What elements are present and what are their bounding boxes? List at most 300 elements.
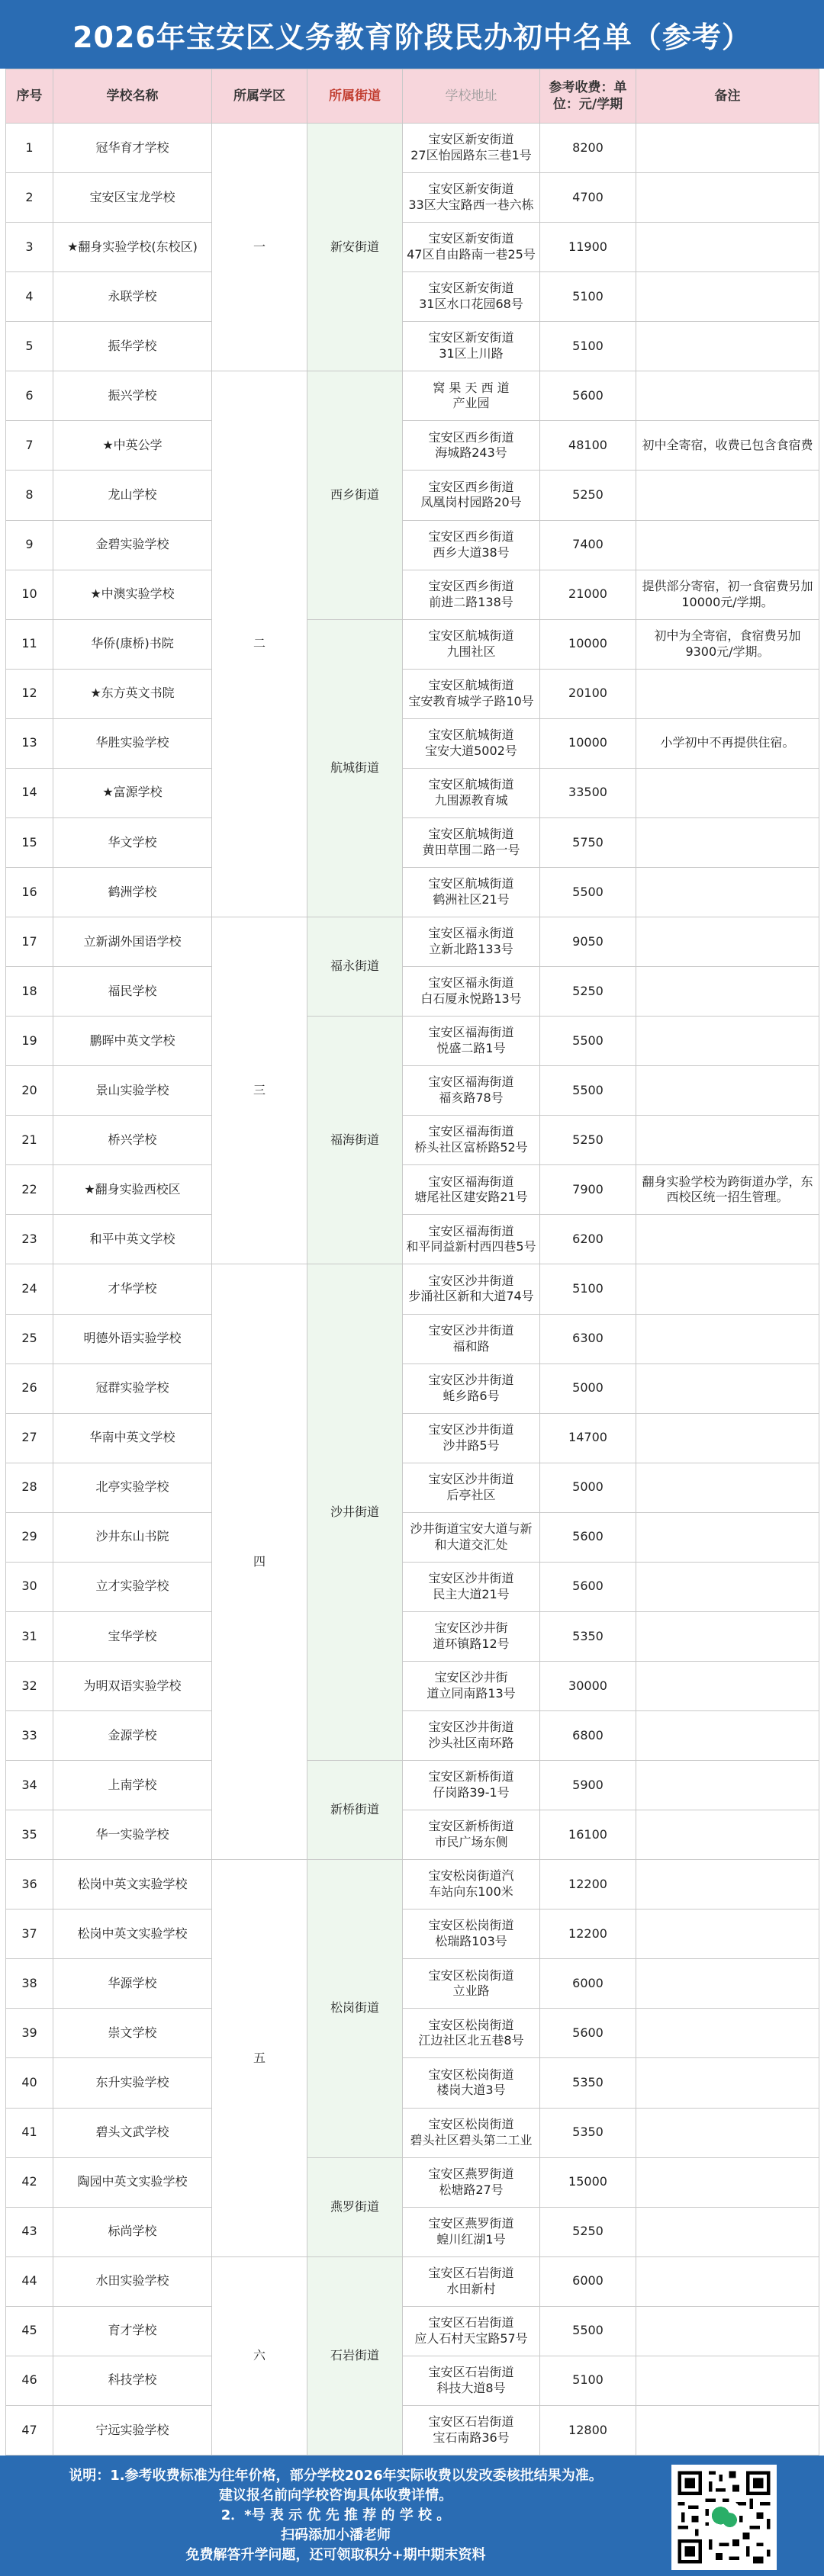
remarks [636, 322, 819, 371]
row-number: 25 [6, 1314, 53, 1363]
remarks [636, 1264, 819, 1314]
remarks: 提供部分寄宿，初一食宿费另加10000元/学期。 [636, 570, 819, 619]
table-row [6, 223, 819, 272]
table-row [6, 967, 819, 1017]
table-row [6, 1363, 819, 1413]
school-name: 鹤洲学校 [53, 867, 212, 917]
address-line-2: 和平同益新村西四巷5号 [406, 1239, 536, 1254]
remarks [636, 471, 819, 520]
school-district: 五 [212, 1860, 307, 2257]
school-name: 华胜实验学校 [53, 718, 212, 768]
address-line-1: 宝安区福永街道 [428, 975, 514, 991]
remarks [636, 1910, 819, 1959]
school-name: 和平中英文学校 [53, 1215, 212, 1264]
row-number: 45 [6, 2306, 53, 2356]
remarks [636, 1860, 819, 1910]
street-name: 燕罗街道 [307, 2157, 403, 2256]
table-row [6, 421, 819, 471]
remarks [636, 669, 819, 718]
table-row [6, 1512, 819, 1562]
row-number: 40 [6, 2058, 53, 2108]
remarks [636, 1562, 819, 1611]
table-header-row [6, 69, 819, 124]
remarks [636, 1215, 819, 1264]
school-name: 华源学校 [53, 1959, 212, 2009]
address-line-1: 宝安区松岗街道 [428, 1918, 514, 1933]
school-address [403, 1066, 540, 1116]
tuition-fee: 14700 [540, 1413, 636, 1463]
table-row [6, 669, 819, 718]
address-line-1: 宝安区西乡街道 [428, 578, 514, 593]
row-number: 1 [6, 124, 53, 173]
school-address [403, 917, 540, 967]
school-address [403, 570, 540, 619]
address-line-2: 产业园 [452, 396, 490, 411]
address-line-2: 海城路243号 [435, 445, 507, 461]
col-header-zone: 所属学区 [212, 69, 307, 124]
table-row [6, 2058, 819, 2108]
tuition-fee: 10000 [540, 619, 636, 669]
address-line-1: 宝安区航城街道 [428, 876, 514, 891]
tuition-fee: 5600 [540, 1512, 636, 1562]
school-address [403, 1413, 540, 1463]
address-line-1: 宝安区沙井街道 [428, 1372, 514, 1387]
address-line-2: 江边社区北五巷8号 [418, 2033, 524, 2048]
school-address [403, 371, 540, 421]
tuition-fee: 11900 [540, 223, 636, 272]
row-number: 37 [6, 1910, 53, 1959]
address-line-2: 立业路 [452, 1983, 490, 1999]
remarks: 翻身实验学校为跨街道办学，东西校区统一招生管理。 [636, 1165, 819, 1215]
remarks [636, 867, 819, 917]
school-name: 水田实验学校 [53, 2256, 212, 2306]
tuition-fee: 5900 [540, 1761, 636, 1810]
address-line-2: 鹤洲社区21号 [433, 891, 510, 907]
address-line-1: 宝安区松岗街道 [428, 2067, 514, 2082]
table-row [6, 2009, 819, 2058]
school-address [403, 1562, 540, 1611]
row-number: 24 [6, 1264, 53, 1314]
table-row [6, 1711, 819, 1761]
school-name: ★富源学校 [53, 768, 212, 817]
school-address [403, 2356, 540, 2405]
tuition-fee: 7400 [540, 520, 636, 570]
tuition-fee: 5100 [540, 2356, 636, 2405]
school-district: 三 [212, 917, 307, 1264]
remarks [636, 371, 819, 421]
address-line-2: 31区上川路 [439, 346, 504, 361]
address-line-2: 宝安大道5002号 [425, 743, 517, 758]
tuition-fee: 12800 [540, 2405, 636, 2455]
address-line-2: 车站向东100米 [429, 1884, 513, 1900]
address-line-2: 黄田草围二路一号 [422, 842, 520, 857]
remarks [636, 1711, 819, 1761]
school-address [403, 2256, 540, 2306]
address-line-2: 和大道交汇处 [434, 1537, 508, 1552]
school-table [5, 69, 819, 2456]
address-line-1: 宝安区松岗街道 [428, 2116, 514, 2131]
row-number: 34 [6, 1761, 53, 1810]
tuition-fee: 48100 [540, 421, 636, 471]
address-line-2: 凤凰岗村园路20号 [420, 495, 522, 510]
col-header-street: 所属街道 [307, 69, 403, 124]
tuition-fee: 21000 [540, 570, 636, 619]
address-line-1: 宝安区石岩街道 [428, 2365, 514, 2380]
footer-line-4: 扫码添加小潘老师 [281, 2527, 391, 2544]
address-line-1: 宝安松岗街道汽 [428, 1868, 514, 1884]
row-number: 16 [6, 867, 53, 917]
address-line-2: 前进二路138号 [429, 594, 513, 609]
table-row [6, 619, 819, 669]
school-address [403, 2306, 540, 2356]
remarks [636, 2058, 819, 2108]
address-line-2: 福和路 [452, 1338, 490, 1354]
remarks [636, 1017, 819, 1066]
table-row [6, 2306, 819, 2356]
school-name: 宝华学校 [53, 1611, 212, 1661]
address-line-2: 沙井路5号 [443, 1437, 500, 1453]
school-name: 上南学校 [53, 1761, 212, 1810]
table-row [6, 1959, 819, 2009]
tuition-fee: 9050 [540, 917, 636, 967]
table-row [6, 322, 819, 371]
tuition-fee: 5350 [540, 1611, 636, 1661]
table-row [6, 2256, 819, 2306]
school-name: 华侨(康桥)书院 [53, 619, 212, 669]
school-name: 振兴学校 [53, 371, 212, 421]
remarks [636, 173, 819, 223]
row-number: 35 [6, 1810, 53, 1860]
row-number: 9 [6, 520, 53, 570]
table-row [6, 2108, 819, 2157]
footer-line-2: 建议报名前向学校咨询具体收费详情。 [219, 2488, 452, 2504]
school-name: 立才实验学校 [53, 1562, 212, 1611]
school-name: 松岗中英文实验学校 [53, 1910, 212, 1959]
school-name: 东升实验学校 [53, 2058, 212, 2108]
address-line-2: 悦盛二路1号 [436, 1041, 506, 1056]
address-line-1: 宝安区福海街道 [428, 1074, 514, 1090]
school-name: ★中英公学 [53, 421, 212, 471]
table-row [6, 1611, 819, 1661]
remarks [636, 2157, 819, 2207]
address-line-2: 科技大道8号 [436, 2380, 506, 2395]
row-number: 13 [6, 718, 53, 768]
school-name: 才华学校 [53, 1264, 212, 1314]
row-number: 5 [6, 322, 53, 371]
school-name: ★翻身实验学校(东校区) [53, 223, 212, 272]
address-line-1: 宝安区石岩街道 [428, 2414, 514, 2430]
street-name: 福海街道 [307, 1017, 403, 1264]
table-row [6, 867, 819, 917]
tuition-fee: 12200 [540, 1910, 636, 1959]
address-line-1: 沙井街道宝安大道与新 [410, 1521, 533, 1536]
remarks [636, 1413, 819, 1463]
tuition-fee: 20100 [540, 669, 636, 718]
remarks: 小学初中不再提供住宿。 [636, 718, 819, 768]
row-number: 26 [6, 1363, 53, 1413]
street-name: 航城街道 [307, 619, 403, 917]
remarks [636, 2405, 819, 2455]
tuition-fee: 4700 [540, 173, 636, 223]
address-line-2: 松瑞路103号 [435, 1934, 507, 1949]
address-line-2: 31区水口花园68号 [419, 297, 523, 312]
tuition-fee: 6000 [540, 1959, 636, 2009]
row-number: 7 [6, 421, 53, 471]
table-row [6, 1314, 819, 1363]
street-name: 新安街道 [307, 124, 403, 371]
school-name: 标尚学校 [53, 2207, 212, 2256]
row-number: 31 [6, 1611, 53, 1661]
address-line-1: 宝安区沙井街道 [428, 1571, 514, 1586]
address-line-1: 宝安区航城街道 [428, 628, 514, 643]
address-line-2: 民主大道21号 [433, 1586, 510, 1601]
tuition-fee: 5350 [540, 2108, 636, 2157]
school-name: 鹏晖中英文学校 [53, 1017, 212, 1066]
school-address [403, 1314, 540, 1363]
table-row [6, 2356, 819, 2405]
remarks [636, 223, 819, 272]
tuition-fee: 5100 [540, 1264, 636, 1314]
school-name: 华文学校 [53, 817, 212, 867]
table-row [6, 817, 819, 867]
address-line-1: 宝安区新安街道 [428, 231, 514, 246]
tuition-fee: 8200 [540, 124, 636, 173]
school-name: 冠群实验学校 [53, 1363, 212, 1413]
address-line-1: 宝安区沙井街道 [428, 1471, 514, 1486]
address-line-1: 宝安区新安街道 [428, 181, 514, 197]
address-line-2: 应人石村天宝路57号 [414, 2330, 528, 2346]
address-line-1: 宝安区沙井街道 [428, 1273, 514, 1288]
school-address [403, 2058, 540, 2108]
school-name: 陶园中英文实验学校 [53, 2157, 212, 2207]
table-row [6, 471, 819, 520]
qr-code-icon[interactable] [671, 2465, 777, 2570]
school-name: 立新湖外国语学校 [53, 917, 212, 967]
address-line-2: 九围源教育城 [434, 792, 508, 808]
row-number: 10 [6, 570, 53, 619]
school-address [403, 421, 540, 471]
address-line-2: 福亥路78号 [439, 1090, 504, 1106]
school-name: 振华学校 [53, 322, 212, 371]
address-line-2: 松塘路27号 [439, 2182, 504, 2197]
address-line-1: 宝安区西乡街道 [428, 479, 514, 494]
address-line-1: 宝安区福海街道 [428, 1025, 514, 1040]
school-name: 松岗中英文实验学校 [53, 1860, 212, 1910]
row-number: 12 [6, 669, 53, 718]
school-address [403, 223, 540, 272]
remarks [636, 1761, 819, 1810]
address-line-1: 宝安区新桥街道 [428, 1819, 514, 1834]
table-row [6, 272, 819, 322]
tuition-fee: 5750 [540, 817, 636, 867]
row-number: 43 [6, 2207, 53, 2256]
address-line-1: 宝安区福海街道 [428, 1223, 514, 1238]
tuition-fee: 5600 [540, 371, 636, 421]
address-line-1: 宝安区燕罗街道 [428, 2215, 514, 2231]
address-line-2: 西乡大道38号 [433, 544, 510, 560]
school-name: ★翻身实验西校区 [53, 1165, 212, 1215]
remarks: 初中为全寄宿，食宿费另加9300元/学期。 [636, 619, 819, 669]
school-name: 龙山学校 [53, 471, 212, 520]
remarks [636, 2256, 819, 2306]
school-address [403, 1761, 540, 1810]
school-name: 华一实验学校 [53, 1810, 212, 1860]
address-line-1: 宝安区新桥街道 [428, 1769, 514, 1784]
school-address [403, 1017, 540, 1066]
address-line-1: 宝安区航城街道 [428, 777, 514, 792]
table-row [6, 2405, 819, 2455]
school-address [403, 1611, 540, 1661]
row-number: 38 [6, 1959, 53, 2009]
address-line-1: 宝安区松岗街道 [428, 1967, 514, 1983]
table-row [6, 520, 819, 570]
school-address [403, 619, 540, 669]
col-header-note: 备注 [636, 69, 819, 124]
school-name: 为明双语实验学校 [53, 1661, 212, 1710]
tuition-fee: 5250 [540, 471, 636, 520]
address-line-2: 道环镇路12号 [433, 1636, 510, 1651]
address-line-2: 桥头社区富桥路52号 [414, 1140, 528, 1155]
remarks [636, 124, 819, 173]
school-name: ★东方英文书院 [53, 669, 212, 718]
address-line-1: 宝安区航城街道 [428, 827, 514, 842]
address-line-1: 宝安区新安街道 [428, 281, 514, 296]
school-district: 二 [212, 371, 307, 917]
footer-line-3: 2．*号 表 示 优 先 推 荐 的 学 校 。 [220, 2507, 451, 2524]
tuition-fee: 5600 [540, 2009, 636, 2058]
tuition-fee: 5500 [540, 1017, 636, 1066]
table-row [6, 173, 819, 223]
address-line-1: 宝安区松岗街道 [428, 2017, 514, 2032]
col-header-address: 学校地址 [403, 69, 540, 124]
row-number: 2 [6, 173, 53, 223]
row-number: 21 [6, 1116, 53, 1165]
table-row [6, 1165, 819, 1215]
tuition-fee: 6300 [540, 1314, 636, 1363]
row-number: 42 [6, 2157, 53, 2207]
address-line-2: 宝安教育城学子路10号 [408, 693, 534, 708]
street-name: 沙井街道 [307, 1264, 403, 1761]
table-row [6, 2157, 819, 2207]
table-row [6, 1264, 819, 1314]
address-line-2: 蝗川红湖1号 [436, 2231, 506, 2247]
row-number: 27 [6, 1413, 53, 1463]
street-name: 石岩街道 [307, 2256, 403, 2455]
address-line-2: 立新北路133号 [429, 942, 513, 957]
row-number: 22 [6, 1165, 53, 1215]
table-row [6, 718, 819, 768]
school-address [403, 1363, 540, 1413]
col-header-no: 序号 [6, 69, 53, 124]
tuition-fee: 6200 [540, 1215, 636, 1264]
remarks [636, 817, 819, 867]
table-row [6, 1215, 819, 1264]
tuition-fee: 5000 [540, 1363, 636, 1413]
school-address [403, 1810, 540, 1860]
tuition-fee: 30000 [540, 1661, 636, 1710]
row-number: 14 [6, 768, 53, 817]
tuition-fee: 10000 [540, 718, 636, 768]
school-name: 科技学校 [53, 2356, 212, 2405]
tuition-fee: 33500 [540, 768, 636, 817]
row-number: 17 [6, 917, 53, 967]
row-number: 29 [6, 1512, 53, 1562]
street-name: 西乡街道 [307, 371, 403, 619]
school-address [403, 471, 540, 520]
remarks [636, 1314, 819, 1363]
school-name: 冠华育才学校 [53, 124, 212, 173]
remarks [636, 917, 819, 967]
tuition-fee: 5250 [540, 1116, 636, 1165]
address-line-1: 宝安区沙井街道 [428, 1322, 514, 1338]
school-name: 沙井东山书院 [53, 1512, 212, 1562]
tuition-fee: 5250 [540, 967, 636, 1017]
address-line-1: 宝安区航城街道 [428, 677, 514, 692]
school-address [403, 768, 540, 817]
school-address [403, 2009, 540, 2058]
remarks [636, 2009, 819, 2058]
address-line-2: 碧头社区碧头第二工业 [410, 2132, 533, 2147]
table-row [6, 1661, 819, 1710]
col-header-name: 学校名称 [53, 69, 212, 124]
school-address [403, 2405, 540, 2455]
row-number: 41 [6, 2108, 53, 2157]
school-address [403, 669, 540, 718]
address-line-1: 宝安区西乡街道 [428, 528, 514, 544]
school-address [403, 1959, 540, 2009]
tuition-fee: 5500 [540, 1066, 636, 1116]
address-line-2: 塘尾社区建安路21号 [414, 1190, 528, 1205]
remarks [636, 520, 819, 570]
school-name: 永联学校 [53, 272, 212, 322]
school-address [403, 1116, 540, 1165]
address-line-2: 47区自由路南一巷25号 [407, 247, 536, 262]
row-number: 39 [6, 2009, 53, 2058]
row-number: 36 [6, 1860, 53, 1910]
street-name: 新桥街道 [307, 1761, 403, 1860]
remarks [636, 1463, 819, 1512]
school-name: ★中澳实验学校 [53, 570, 212, 619]
address-line-1: 宝安区新安街道 [428, 330, 514, 345]
remarks: 初中全寄宿，收费已包含食宿费 [636, 421, 819, 471]
address-line-2: 道立同南路13号 [426, 1685, 516, 1701]
row-number: 15 [6, 817, 53, 867]
row-number: 3 [6, 223, 53, 272]
tuition-fee: 7900 [540, 1165, 636, 1215]
footer [0, 2456, 824, 2576]
address-line-1: 宝安区沙井街道 [428, 1421, 514, 1437]
school-name: 金碧实验学校 [53, 520, 212, 570]
address-line-2: 蚝乡路6号 [443, 1388, 500, 1403]
tuition-fee: 5350 [540, 2058, 636, 2108]
school-address [403, 1661, 540, 1710]
row-number: 11 [6, 619, 53, 669]
table-row [6, 1413, 819, 1463]
address-line-2: 33区大宝路西一巷六栋 [408, 198, 534, 213]
row-number: 4 [6, 272, 53, 322]
school-address [403, 1463, 540, 1512]
school-address [403, 2157, 540, 2207]
remarks [636, 1116, 819, 1165]
tuition-fee: 15000 [540, 2157, 636, 2207]
row-number: 28 [6, 1463, 53, 1512]
remarks [636, 1066, 819, 1116]
school-district: 一 [212, 124, 307, 371]
address-line-1: 宝安区沙井街道 [428, 1720, 514, 1735]
school-name: 育才学校 [53, 2306, 212, 2356]
row-number: 44 [6, 2256, 53, 2306]
school-name: 碧头文武学校 [53, 2108, 212, 2157]
